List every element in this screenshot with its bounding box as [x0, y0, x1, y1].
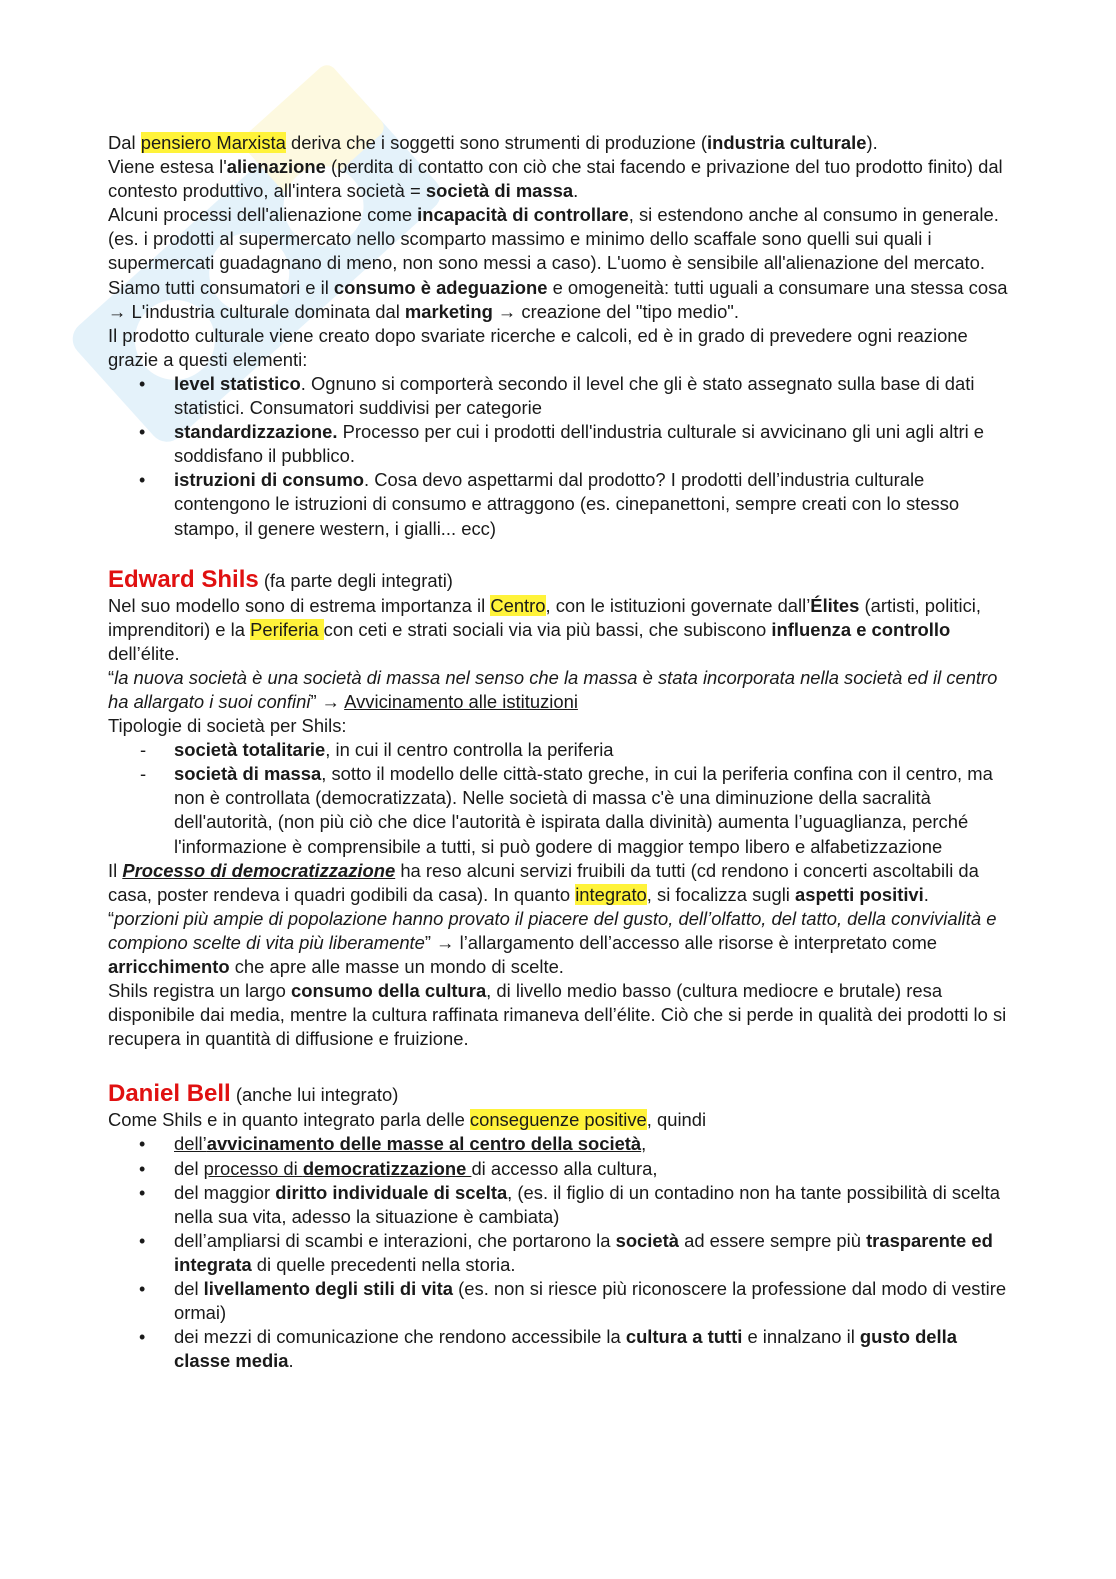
shils-types-title: Tipologie di società per Shils: — [108, 715, 347, 737]
intro-bullet-list — [108, 372, 1013, 541]
list-item: • standardizzazione. Processo per cui i prodotti dell'industria culturale si avvicinano gli uni agli altri e soddisfano il pubblico. — [108, 420, 1013, 468]
list-item: • level statistico. Ognuno si comporterà secondo il level che gli è stato assegnato sulla base di dati statistici. Consumatori suddivisi per categorie — [108, 372, 1013, 420]
shils-paragraph-1: Nel suo modello sono di estrema importanza il Centro, con le istituzioni governate dall’Élites (artisti, politici, imprenditori) e la Periferia con ceti e strati sociali via via più bassi, che subiscono influenza e controllo dell’élite. — [108, 594, 981, 664]
list-item: - società di massa, sotto il modello delle città-stato greche, in cui la periferia confina con il centro, ma non è controllata (democratizzata). Nelle società di massa c'è una diminuzione della sacralità dell'autorità, (non più ciò che dice l'autorità è ispirata dalla divinità) aumenta l’uguaglianza, perché l'informazione è comprensibile a tutti, si può godere di maggior tempo libero e alfabetizzazione — [108, 762, 1013, 858]
shils-heading: Edward Shils (fa parte degli integrati) — [108, 565, 453, 593]
bell-bullet-list — [108, 1132, 1013, 1373]
intro-paragraph-5: Il prodotto culturale viene creato dopo svariate ricerche e calcoli, ed è in grado di prevedere ogni reazione grazie a questi elementi: — [108, 324, 968, 370]
shils-types-list — [108, 738, 1013, 858]
list-item: • istruzioni di consumo. Cosa devo aspettarmi dal prodotto? I prodotti dell’industria culturale contengono le istruzioni di consumo e attraggono (es. cinepanettoni, sempre creati con lo stesso stampo, il genere western, i gialli... ecc) — [108, 468, 1013, 540]
shils-quote: “la nuova società è una società di massa nel senso che la massa è stata incorporata nella società ed il centro ha allargato i suoi confini” → Avvicinamento alle istituzioni — [108, 666, 998, 712]
intro-paragraph-2: Viene estesa l'alienazione (perdita di contatto con ciò che stai facendo e privazione del tuo prodotto finito) dal contesto produttivo, all'intera società = società di massa. — [108, 156, 1003, 202]
list-item: • dell’ampliarsi di scambi e interazioni, che portarono la società ad essere sempre più trasparente ed integrata di quelle precedenti nella storia. — [108, 1229, 1013, 1277]
list-item: - società totalitarie, in cui il centro controlla la periferia — [108, 738, 1013, 762]
intro-paragraph-4: Siamo tutti consumatori e il consumo è adeguazione e omogeneità: tutti uguali a consumare una stessa cosa → L'industria culturale dominata dal marketing → creazione del "tipo medio". — [108, 276, 1008, 322]
list-item: • del livellamento degli stili di vita (es. non si riesce più riconoscere la professione dal modo di vestire ormai) — [108, 1277, 1013, 1325]
shils-quote-2: “porzioni più ampie di popolazione hanno provato il piacere del gusto, dell’olfatto, del tatto, della convivialità e compiono scelte di vita più liberamente” → l’allargamento dell’accesso alle risorse è interpretato come arricchimento che apre alle masse un mondo di scelte. — [108, 907, 997, 977]
intro-paragraph-1: Dal pensiero Marxista deriva che i soggetti sono strumenti di produzione (industria culturale). — [108, 132, 878, 153]
bell-paragraph-1: Come Shils e in quanto integrato parla delle conseguenze positive, quindi — [108, 1109, 707, 1131]
document-page — [108, 131, 1013, 1373]
bell-heading: Daniel Bell (anche lui integrato) — [108, 1080, 399, 1108]
shils-paragraph-2: Il Processo di democratizzazione ha reso alcuni servizi fruibili da tutti (cd rendono i concerti ascoltabili da casa, poster rendeva i quadri godibili da casa). In quanto integrato, si focalizza sugli aspetti positivi. — [108, 859, 979, 905]
list-item: • dei mezzi di comunicazione che rendono accessibile la cultura a tutti e innalzano il gusto della classe media. — [108, 1325, 1013, 1373]
list-item: • del maggior diritto individuale di scelta, (es. il figlio di un contadino non ha tante possibilità di scelta nella sua vita, adesso la situazione è cambiata) — [108, 1181, 1013, 1229]
intro-paragraph-3: Alcuni processi dell'alienazione come incapacità di controllare, si estendono anche al consumo in generale. (es. i prodotti al supermercato nello scomparto massimo e minimo dello scaffale sono quelli sui quali i supermercati guadagnano di meno, non sono messi a caso). L'uomo è sensibile all'alienazione del mercato. — [108, 204, 999, 274]
shils-paragraph-3: Shils registra un largo consumo della cultura, di livello medio basso (cultura mediocre e brutale) resa disponibile dai media, mentre la cultura raffinata rimaneva dell’élite. Ciò che si perde in qualità dei prodotti lo si recupera in quantità di diffusione e fruizione. — [108, 980, 1007, 1050]
list-item: • del processo di democratizzazione di accesso alla cultura, — [108, 1157, 1013, 1181]
list-item: • dell’avvicinamento delle masse al centro della società, — [108, 1132, 1013, 1156]
